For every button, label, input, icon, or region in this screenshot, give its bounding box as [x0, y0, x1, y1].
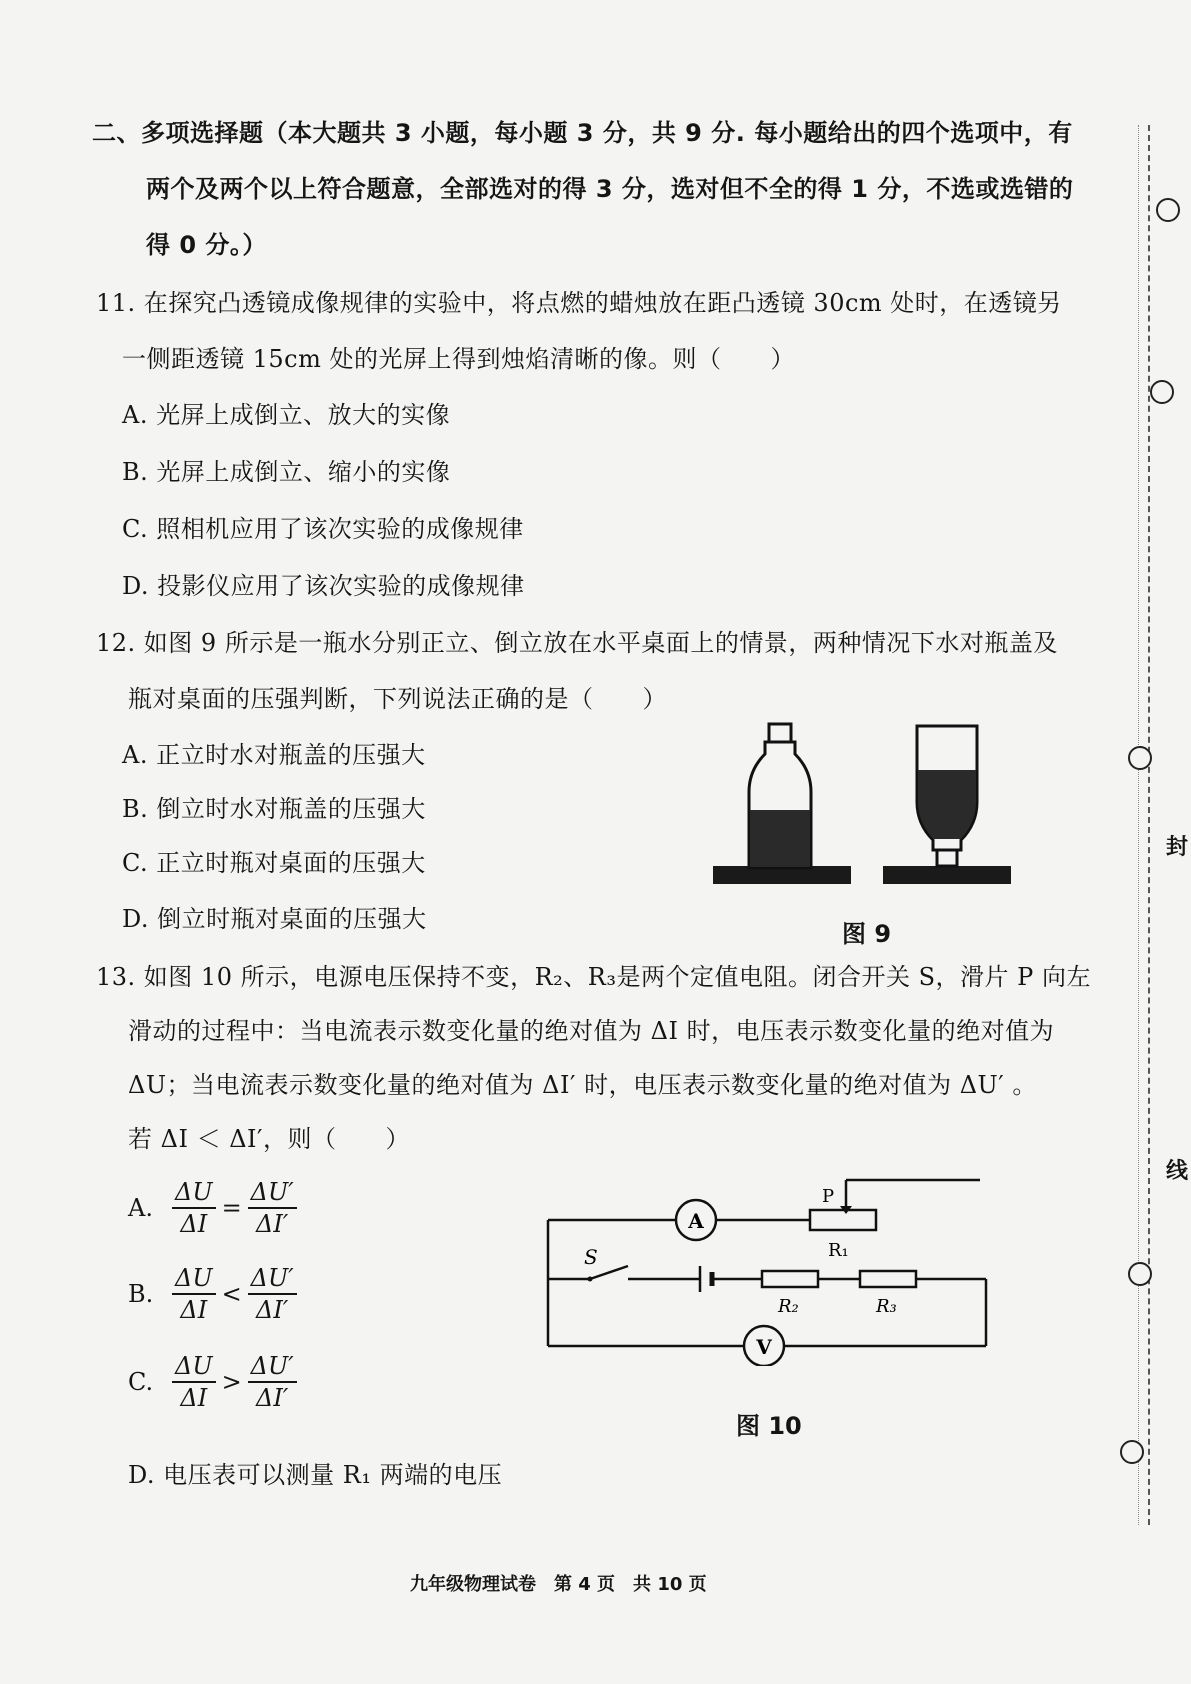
- slider-label: P: [822, 1186, 835, 1207]
- operator: <: [221, 1280, 242, 1308]
- resistor-r3: [860, 1271, 916, 1287]
- table-right: [883, 866, 1011, 884]
- binding-margin-line: [1148, 125, 1150, 1525]
- q12-stem-line2: 瓶对桌面的压强判断，下列说法正确的是（ ）: [128, 685, 667, 713]
- switch-label: S: [584, 1245, 598, 1269]
- q11-option-a: A. 光屏上成倒立、放大的实像: [122, 401, 451, 429]
- upright-bottle: [749, 724, 811, 868]
- q11-option-c: C. 照相机应用了该次实验的成像规律: [122, 515, 524, 543]
- r3-label: R₃: [876, 1296, 897, 1317]
- page-footer: 九年级物理试卷 第 4 页 共 10 页: [410, 1574, 707, 1595]
- fraction-left: [172, 1352, 216, 1412]
- binding-hole: [1128, 746, 1152, 770]
- numerator: ΔU: [172, 1352, 216, 1383]
- fraction-left: [172, 1264, 216, 1324]
- figure-10-circuit: [540, 1176, 1010, 1366]
- voltmeter-label: V: [756, 1335, 772, 1359]
- denominator: ΔI: [180, 1296, 208, 1324]
- r1-label: R₁: [828, 1240, 849, 1261]
- q13-option-a: [128, 1178, 297, 1238]
- option-label: A.: [128, 1194, 153, 1222]
- q12-option-a: A. 正立时水对瓶盖的压强大: [122, 741, 426, 769]
- section-heading-line2: 两个及两个以上符合题意，全部选对的得 3 分，选对但不全的得 1 分，不选或选错的: [146, 175, 1074, 203]
- figure-10-caption: 图 10: [736, 1412, 802, 1440]
- q12-stem-line1: 12. 如图 9 所示是一瓶水分别正立、倒立放在水平桌面上的情景，两种情况下水对瓶盖及: [96, 629, 1058, 657]
- q13-stem-line2: 滑动的过程中：当电流表示数变化量的绝对值为 ΔI 时，电压表示数变化量的绝对值为: [128, 1017, 1055, 1045]
- resistor-r1: [810, 1210, 876, 1230]
- margin-char-seal: 封: [1166, 835, 1189, 860]
- inverted-bottle: [917, 726, 977, 866]
- q13-stem-line1: 13. 如图 10 所示，电源电压保持不变，R₂、R₃是两个定值电阻。闭合开关 S，滑片 P 向左: [96, 963, 1091, 991]
- binding-margin-line-inner: [1138, 125, 1139, 1525]
- fraction-right: [248, 1352, 297, 1412]
- q13-stem-line4: 若 ΔI ＜ ΔI′，则（ ）: [128, 1125, 410, 1153]
- fraction-left: [172, 1178, 216, 1238]
- q11-stem-line1: 11. 在探究凸透镜成像规律的实验中，将点燃的蜡烛放在距凸透镜 30cm 处时，在透镜另: [96, 289, 1062, 317]
- fraction-right: [248, 1264, 297, 1324]
- figure-9-caption: 图 9: [842, 920, 892, 948]
- operator: =: [221, 1194, 242, 1222]
- margin-char-line: 线: [1166, 1159, 1189, 1184]
- switch-pivot: [588, 1277, 593, 1282]
- numerator: ΔU: [172, 1264, 216, 1295]
- denominator: ΔI′: [256, 1296, 289, 1324]
- q11-option-d: D. 投影仪应用了该次实验的成像规律: [122, 572, 525, 600]
- q13-stem-line3: ΔU；当电流表示数变化量的绝对值为 ΔI′ 时，电压表示数变化量的绝对值为 ΔU′ 。: [128, 1071, 1037, 1099]
- binding-hole: [1128, 1262, 1152, 1286]
- denominator: ΔI: [180, 1210, 208, 1238]
- binding-hole: [1156, 198, 1180, 222]
- binding-hole: [1150, 380, 1174, 404]
- numerator: ΔU: [172, 1178, 216, 1209]
- q13-option-b: [128, 1264, 297, 1324]
- denominator: ΔI: [180, 1384, 208, 1412]
- figure-9-bottles: [705, 718, 1015, 893]
- fraction-right: [248, 1178, 297, 1238]
- section-heading-line1: 二、多项选择题（本大题共 3 小题，每小题 3 分，共 9 分. 每小题给出的四个选项中，有: [92, 119, 1073, 147]
- q12-option-c: C. 正立时瓶对桌面的压强大: [122, 849, 426, 877]
- ammeter-label: A: [688, 1209, 704, 1233]
- q11-stem-line2: 一侧距透镜 15cm 处的光屏上得到烛焰清晰的像。则（ ）: [122, 345, 795, 373]
- numerator: ΔU′: [248, 1264, 297, 1295]
- q13-option-d: D. 电压表可以测量 R₁ 两端的电压: [128, 1461, 503, 1489]
- q12-option-b: B. 倒立时水对瓶盖的压强大: [122, 795, 426, 823]
- operator: >: [221, 1368, 242, 1396]
- denominator: ΔI′: [256, 1384, 289, 1412]
- q11-option-b: B. 光屏上成倒立、缩小的实像: [122, 458, 451, 486]
- q12-option-d: D. 倒立时瓶对桌面的压强大: [122, 905, 427, 933]
- numerator: ΔU′: [248, 1178, 297, 1209]
- r2-label: R₂: [778, 1296, 799, 1317]
- resistor-r2: [762, 1271, 818, 1287]
- option-label: B.: [128, 1280, 154, 1308]
- section-heading-line3: 得 0 分。）: [146, 231, 267, 259]
- binding-hole: [1120, 1440, 1144, 1464]
- option-label: C.: [128, 1368, 154, 1396]
- denominator: ΔI′: [256, 1210, 289, 1238]
- q13-option-c: [128, 1352, 297, 1412]
- numerator: ΔU′: [248, 1352, 297, 1383]
